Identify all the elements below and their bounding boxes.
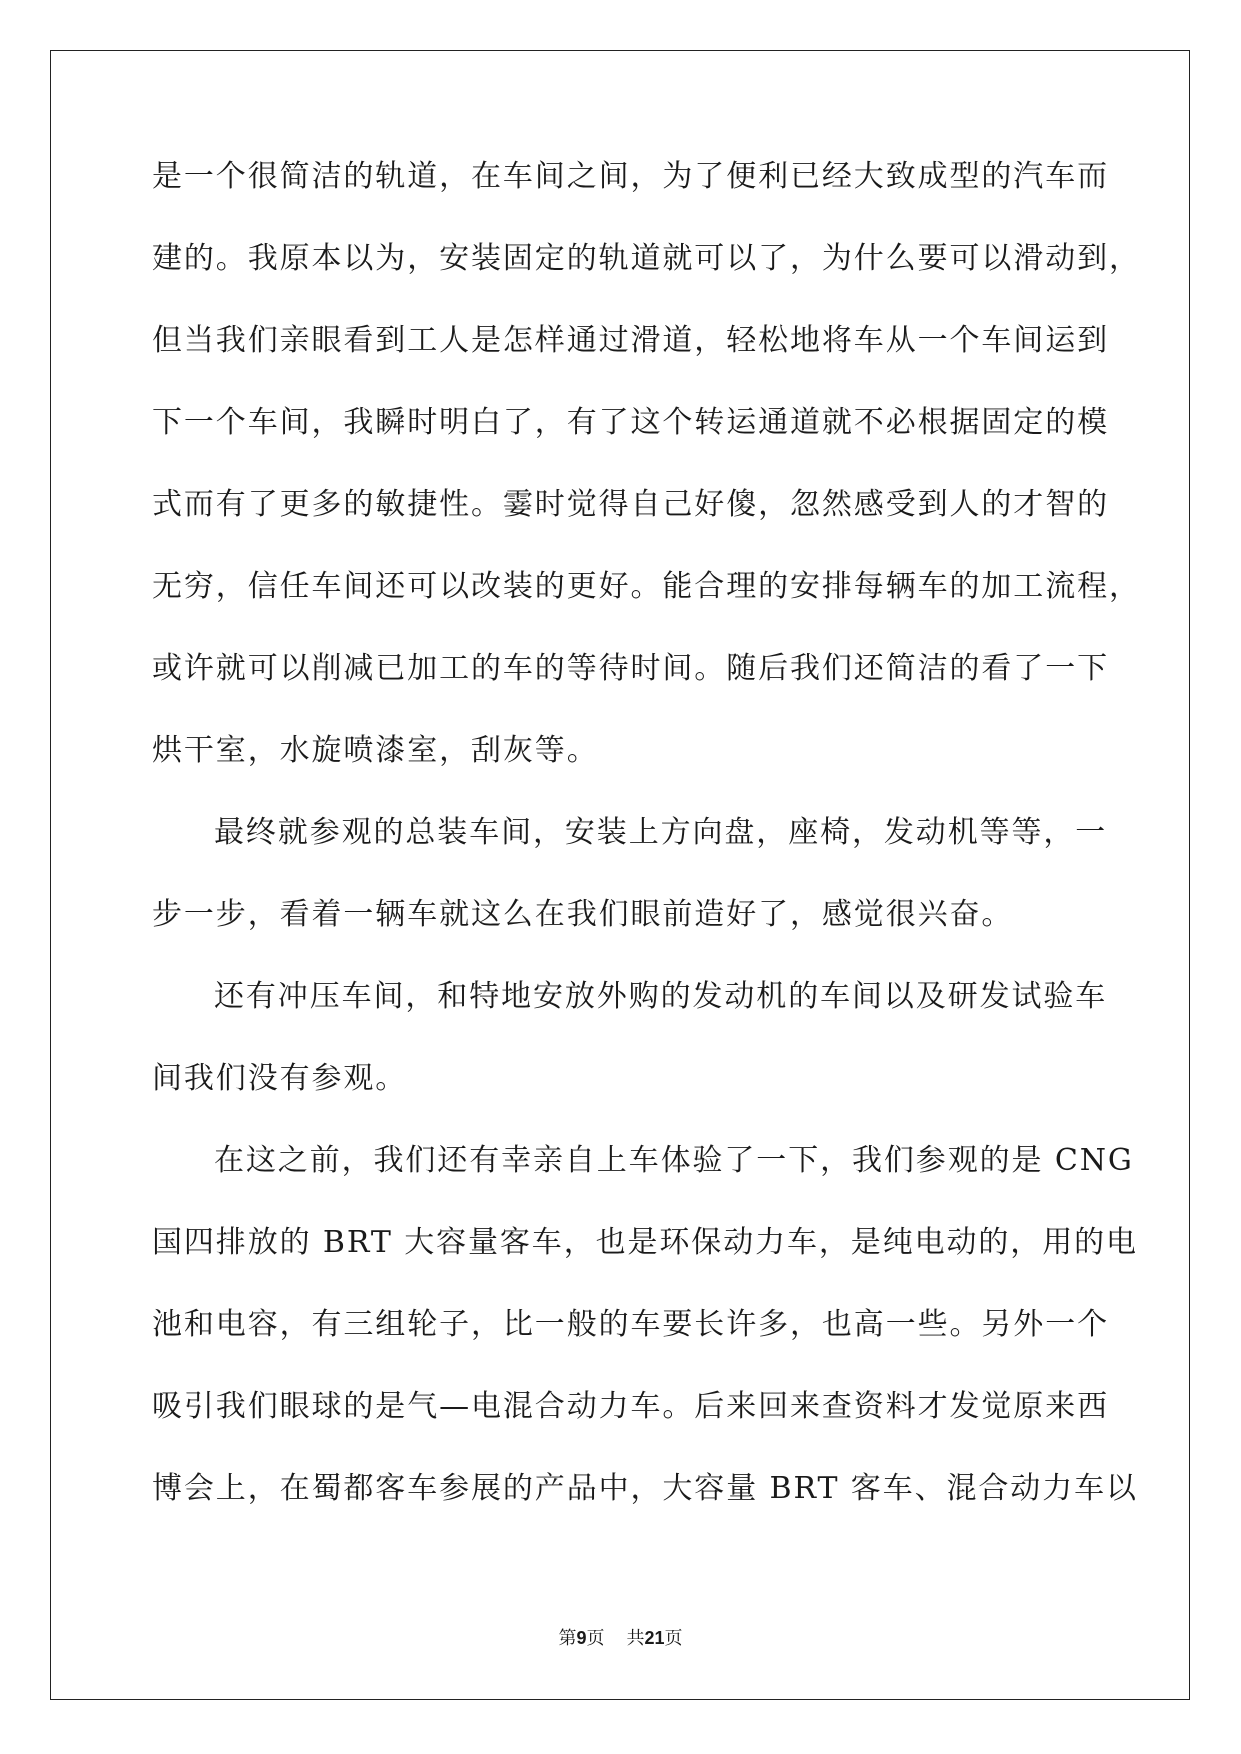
document-body <box>152 159 1141 1556</box>
text-line-8: 烘干室，水旋喷漆室，刮灰等。 <box>152 733 599 768</box>
footer-total-prefix: 共 <box>626 1628 645 1649</box>
page-footer <box>0 1624 1241 1650</box>
text-line-3: 但当我们亲眼看到工人是怎样通过滑道，轻松地将车从一个车间运到 <box>152 323 1109 358</box>
text-line-2: 建的。我原本以为，安装固定的轨道就可以了，为什么要可以滑动到， <box>152 241 1141 276</box>
text-line-13: 在这之前，我们还有幸亲自上车体验了一下，我们参观的是 CNG <box>214 1143 1134 1178</box>
text-line-11: 还有冲压车间，和特地安放外购的发动机的车间以及研发试验车 <box>214 979 1108 1014</box>
text-line-15: 池和电容，有三组轮子，比一般的车要长许多，也高一些。另外一个 <box>152 1307 1109 1342</box>
text-line-17: 博会上，在蜀都客车参展的产品中，大容量 BRT 客车、混合动力车以 <box>152 1471 1138 1506</box>
text-line-1: 是一个很简洁的轨道，在车间之间，为了便利已经大致成型的汽车而 <box>152 159 1109 194</box>
footer-total-suffix: 页 <box>664 1628 683 1649</box>
text-line-14: 国四排放的 BRT 大容量客车，也是环保动力车，是纯电动的，用的电 <box>152 1225 1138 1260</box>
text-line-10: 步一步，看着一辆车就这么在我们眼前造好了，感觉很兴奋。 <box>152 897 1014 932</box>
text-line-7: 或许就可以削减已加工的车的等待时间。随后我们还简洁的看了一下 <box>152 651 1109 686</box>
text-line-12: 间我们没有参观。 <box>152 1061 408 1096</box>
total-pages: 21 <box>644 1628 665 1648</box>
text-line-9: 最终就参观的总装车间，安装上方向盘，座椅，发动机等等，一 <box>214 815 1108 850</box>
text-line-5: 式而有了更多的敏捷性。霎时觉得自己好傻，忽然感受到人的才智的 <box>152 487 1109 522</box>
page-number: 9 <box>576 1628 587 1648</box>
text-line-4: 下一个车间，我瞬时明白了，有了这个转运通道就不必根据固定的模 <box>152 405 1109 440</box>
text-line-16: 吸引我们眼球的是气—电混合动力车。后来回来查资料才发觉原来西 <box>152 1389 1109 1424</box>
footer-page-suffix: 页 <box>586 1628 605 1649</box>
footer-prefix: 第 <box>558 1628 577 1649</box>
text-line-6: 无穷，信任车间还可以改装的更好。能合理的安排每辆车的加工流程， <box>152 569 1141 604</box>
